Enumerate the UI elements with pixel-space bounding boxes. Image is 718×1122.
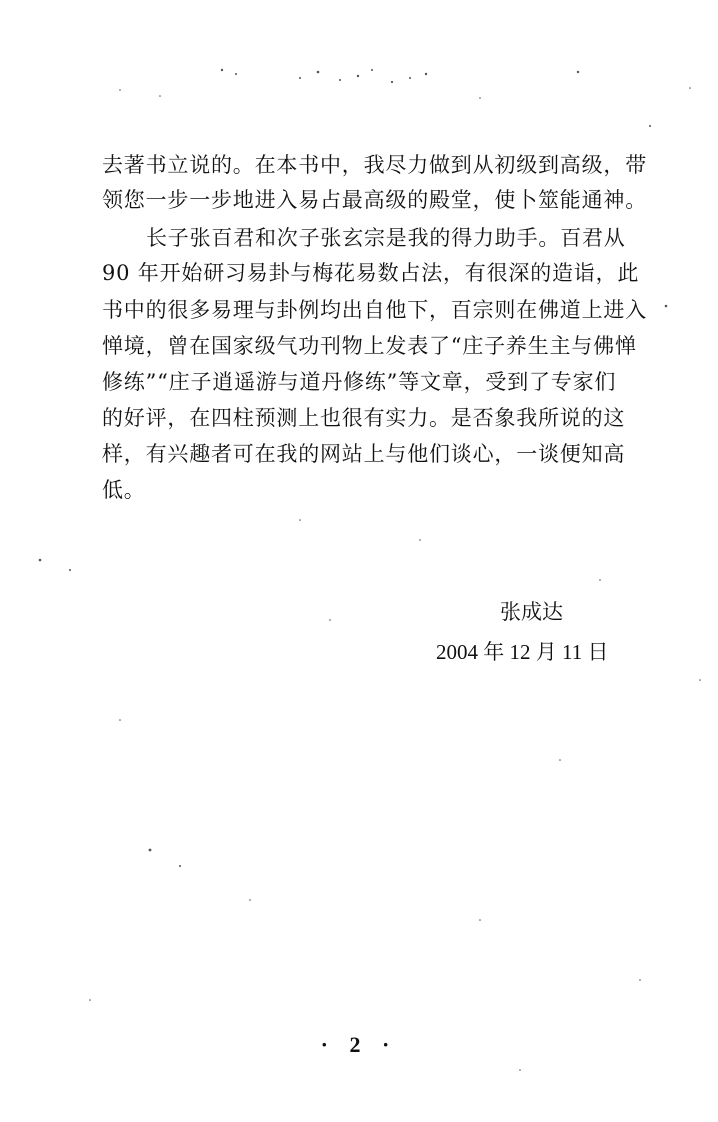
body-line-8: 的好评，在四柱预测上也很有实力。是否象我所说的这 (102, 406, 626, 430)
page-number: · 2 · (320, 1032, 398, 1057)
body-line-3: 长子张百君和次子张玄宗是我的得力助手。百君从 (146, 226, 626, 250)
signature-date: 2004 年 12 月 11 日 (436, 640, 609, 664)
body-line-7: 修练”“庄子逍遥游与道丹修练”等文章，受到了专家们 (102, 370, 617, 394)
body-line-1: 去著书立说的。在本书中，我尽力做到从初级到高级，带 (102, 153, 647, 177)
body-line-6: 惮境，曾在国家级气功刊物上发表了“庄子养生主与佛惮 (102, 334, 637, 358)
body-line-4: 90 年开始研习易卦与梅花易数占法，有很深的造诣，此 (102, 261, 640, 285)
body-line-5: 书中的很多易理与卦例均出自他下，百宗则在佛道上进入 (102, 298, 647, 322)
body-line-2: 领您一步一步地进入易占最高级的殿堂，使卜筮能通神。 (102, 188, 647, 212)
body-line-10: 低。 (102, 478, 146, 502)
body-line-9: 样，有兴趣者可在我的网站上与他们谈心，一谈便知高 (102, 442, 626, 466)
signature-author: 张成达 (500, 600, 563, 624)
